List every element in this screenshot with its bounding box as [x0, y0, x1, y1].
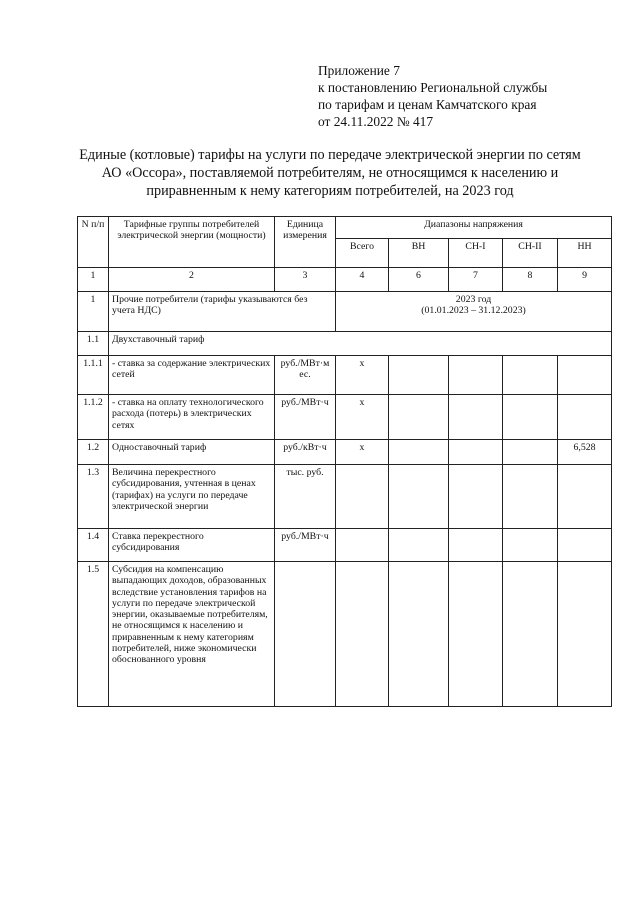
nn-value: 6,528	[558, 440, 612, 465]
appendix-line: по тарифам и ценам Камчатского края	[318, 97, 537, 112]
row-unit: руб./кВт·ч	[275, 440, 336, 465]
column-number: 2	[109, 268, 275, 292]
row-label: - ставка на оплату технологического расхода (потерь) в электрических сетях	[109, 395, 275, 440]
appendix-line: от 24.11.2022 № 417	[318, 114, 434, 129]
appendix-line: Приложение 7	[318, 63, 400, 78]
row-number: 1.1.1	[78, 356, 109, 395]
appendix-header	[318, 62, 547, 130]
column-number: 8	[503, 268, 558, 292]
appendix-line: к постановлению Региональной службы	[318, 80, 548, 95]
table-row	[78, 465, 612, 529]
row-label: Двухставочный тариф	[109, 332, 612, 356]
column-number: 4	[336, 268, 389, 292]
table-row	[78, 529, 612, 562]
header-total: Всего	[336, 239, 389, 268]
title-line: приравненным к нему категориям потребителей, на 2023 год	[146, 183, 514, 199]
period-dates: (01.01.2023 – 31.12.2023)	[421, 305, 526, 317]
row-label: Субсидия на компенсацию выпадающих доходов, образованных вследствие установления тарифов на услуги по передаче электрической энергии, оказываемые потребителям, не относящимся к населению и приравненным к нему категориям потребителей, ниже экономически обоснованного уровня	[109, 562, 275, 707]
row-label: Прочие потребители (тарифы указываются без учета НДС)	[109, 292, 336, 332]
row-number: 1.2	[78, 440, 109, 465]
table-row	[78, 332, 612, 356]
row-number: 1.3	[78, 465, 109, 529]
table-row	[78, 395, 612, 440]
header-nn: НН	[558, 239, 612, 268]
column-number-row	[78, 268, 612, 292]
header-num: N п/п	[78, 217, 109, 268]
title-line: Единые (котловые) тарифы на услуги по передаче электрической энергии по сетям	[79, 147, 581, 163]
row-number: 1.4	[78, 529, 109, 562]
header-sn1: СН-I	[449, 239, 503, 268]
period-year: 2023 год	[455, 294, 492, 305]
column-number: 7	[449, 268, 503, 292]
total-value: x	[336, 395, 389, 440]
row-number: 1.5	[78, 562, 109, 707]
column-number: 6	[389, 268, 449, 292]
table-row	[78, 440, 612, 465]
document-title	[50, 146, 610, 200]
row-number: 1	[78, 292, 109, 332]
column-number: 1	[78, 268, 109, 292]
row-unit: руб./МВт·ч	[275, 395, 336, 440]
column-number: 3	[275, 268, 336, 292]
tariff-table	[77, 216, 612, 707]
total-value: x	[336, 356, 389, 395]
row-number: 1.1	[78, 332, 109, 356]
table-row	[78, 292, 612, 332]
period-cell	[336, 292, 612, 332]
row-number: 1.1.2	[78, 395, 109, 440]
header-unit: Единица измерения	[275, 217, 336, 268]
row-unit: руб./МВт·м ес.	[275, 356, 336, 395]
header-group: Тарифные группы потребителей электрической энергии (мощности)	[109, 217, 275, 268]
row-unit: руб./МВт·ч	[275, 529, 336, 562]
row-unit: тыс. руб.	[275, 465, 336, 529]
table-row	[78, 562, 612, 707]
total-value: x	[336, 440, 389, 465]
row-label: Одноставочный тариф	[109, 440, 275, 465]
row-label: - ставка за содержание электрических сетей	[109, 356, 275, 395]
column-number: 9	[558, 268, 612, 292]
header-vn: ВН	[389, 239, 449, 268]
title-line: АО «Оссора», поставляемой потребителям, не относящимся к населению и	[101, 165, 559, 181]
header-ranges: Диапазоны напряжения	[336, 217, 612, 239]
row-label: Ставка перекрестного субсидирования	[109, 529, 275, 562]
row-label: Величина перекрестного субсидирования, учтенная в ценах (тарифах) на услуги по передаче электрической энергии	[109, 465, 275, 529]
table-row	[78, 356, 612, 395]
header-sn2: СН-II	[503, 239, 558, 268]
